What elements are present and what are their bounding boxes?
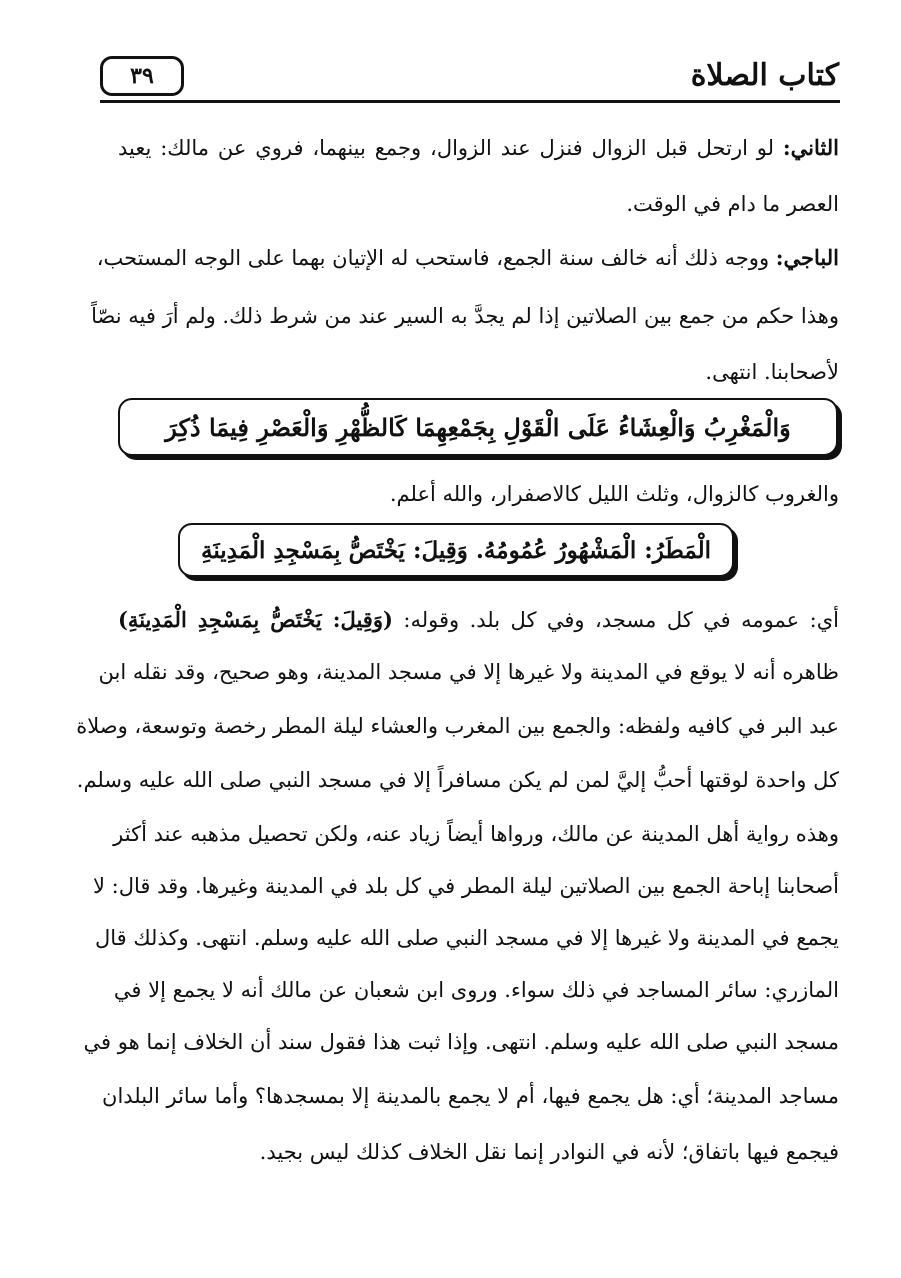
matn-box-2 (178, 523, 734, 577)
paragraph-2-lead: الباجي: (775, 245, 839, 270)
paragraph-2-text: ووجه ذلك أنه خالف سنة الجمع، فاستحب له الإتيان بهما على الوجه المستحب، (96, 246, 776, 270)
paragraph-4-line-4: كل واحدة لوقتها أحبُّ إليَّ لمن لم يكن مسافراً إلا في مسجد النبي صلى الله عليه وسلم. (76, 768, 839, 792)
paragraph-2-line-3: لأصحابنا. انتهى. (705, 360, 839, 384)
matn-1-text: وَالْمَغْرِبُ وَالْعِشَاءُ عَلَى الْقَوْلِ بِجَمْعِهِمَا كَالظُّهْرِ وَالْعَصْرِ فِيمَا ذُكِرَ (165, 412, 791, 442)
paragraph-3: والغروب كالزوال، وثلث الليل كالاصفرار، والله أعلم. (389, 482, 839, 506)
paragraph-4-line-10: مساجد المدينة؛ أي: هل يجمع فيها، أم لا يجمع بالمدينة إلا بمسجدها؟ وأما سائر البلدان (102, 1084, 839, 1108)
paragraph-4-line-6: أصحابنا إباحة الجمع بين الصلاتين ليلة المطر في كل بلد في المدينة وغيرها. وقد قال: لا (93, 874, 839, 898)
paragraph-1-line-1 (118, 128, 839, 168)
page-number: ٣٩ (100, 56, 184, 96)
matn-2-text: الْمَطَرُ: الْمَشْهُورُ عُمُومُهُ. وَقِيلَ: يَخْتَصُّ بِمَسْجِدِ الْمَدِينَةِ (200, 536, 712, 564)
paragraph-4-line-3: عبد البر في كافيه ولفظه: والجمع بين المغرب والعشاء ليلة المطر رخصة وتوسعة، وصلاة (76, 714, 839, 738)
paragraph-4-intro: أي: عمومه في كل مسجد، وفي كل بلد. وقوله: (392, 608, 840, 632)
book-title: كتاب الصلاة (690, 58, 839, 93)
paragraph-4-line-8: المازري: سائر المساجد في ذلك سواء. وروى ابن شعبان عن مالك أنه لا يجمع إلا في (113, 978, 839, 1002)
paragraph-2-line-2: وهذا حكم من جمع بين الصلاتين إذا لم يجدَّ به السير عند من شرط ذلك. ولم أرَ فيه نصّاً (91, 304, 839, 328)
paragraph-4-line-5: وهذه رواية أهل المدينة عن مالك، ورواها أيضاً زياد عنه، ولكن تحصيل مذهبه عند أكثر (113, 822, 839, 846)
paragraph-4-inline-matn: (وَقِيلَ: يَخْتَصُّ بِمَسْجِدِ الْمَدِينَةِ) (118, 607, 393, 632)
paragraph-1-lead: الثاني: (782, 135, 839, 160)
paragraph-4-line-7: يجمع في المدينة ولا غيرها إلا في مسجد النبي صلى الله عليه وسلم. انتهى. وكذلك قال (94, 926, 839, 950)
header-divider (100, 100, 840, 103)
paragraph-1-text: لو ارتحل قبل الزوال فنزل عند الزوال، وجمع بينهما، فروي عن مالك: يعيد (118, 136, 783, 160)
matn-box-1 (118, 398, 838, 456)
paragraph-4-line-2: ظاهره أنه لا يوقع في المدينة ولا غيرها إلا في مسجد المدينة، وهو صحيح، وقد نقله ابن (98, 660, 839, 684)
paragraph-4-line-11: فيجمع فيها باتفاق؛ لأنه في النوادر إنما نقل الخلاف كذلك ليس بجيد. (259, 1140, 839, 1164)
paragraph-2-line-1 (96, 238, 839, 278)
paragraph-4-line-1 (118, 600, 839, 640)
paragraph-4-line-9: مسجد النبي صلى الله عليه وسلم. انتهى. وإذا ثبت هذا فقول سند أن الخلاف إنما هو في (83, 1030, 839, 1054)
paragraph-1-line-2: العصر ما دام في الوقت. (626, 192, 839, 216)
